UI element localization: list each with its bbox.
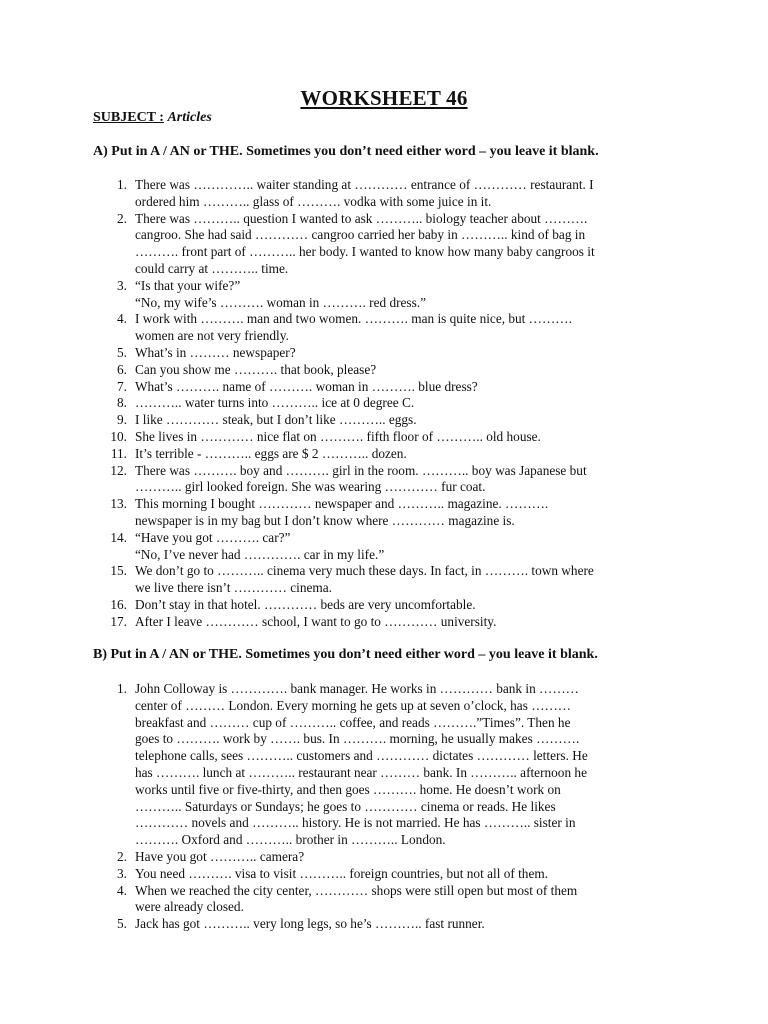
subject-label: SUBJECT :: [93, 110, 164, 125]
item-text-line: We don’t go to ……….. cinema very much these days. In fact, in ………. town where: [135, 563, 594, 579]
exercise-item: [93, 681, 683, 849]
exercise-item: [93, 429, 683, 446]
item-text-line: center of ……… London. Every morning he gets up at seven o’clock, has ………: [135, 697, 572, 713]
item-text-line: What’s in ……… newspaper?: [135, 344, 296, 360]
item-number: 9.: [117, 412, 127, 428]
item-number: 3.: [117, 865, 127, 881]
exercise-item: [93, 866, 683, 883]
page-title: WORKSHEET 46: [300, 86, 468, 110]
item-text-line: I work with ………. man and two women. ………. man is quite nice, but ……….: [135, 311, 572, 327]
item-text-line: There was ………….. waiter standing at ………… entrance of ………… restaurant. I: [135, 177, 594, 192]
item-text-line: It’s terrible - ……….. eggs are $ 2 ……….. dozen.: [135, 445, 407, 461]
item-number: 7.: [117, 378, 127, 394]
exercise-item: [93, 614, 683, 631]
exercise-item: [93, 883, 683, 917]
item-number: 15.: [110, 563, 127, 579]
item-text-line: Have you got ……….. camera?: [135, 848, 305, 864]
item-text-line: John Colloway is …………. bank manager. He works in ………… bank in ………: [135, 681, 579, 696]
item-number: 4.: [117, 882, 127, 898]
exercise-item: [93, 597, 683, 614]
item-number: 5.: [117, 916, 127, 932]
item-number: 17.: [110, 613, 127, 629]
item-text-line: telephone calls, sees ……….. customers and ………… dictates ………… letters. He: [135, 748, 588, 764]
item-text-line: There was ………. boy and ………. girl in the room. ……….. boy was Japanese but: [135, 462, 587, 478]
item-text-line: cangroo. She had said ………… cangroo carried her baby in ……….. kind of bag in: [135, 227, 586, 243]
exercise-item: [93, 849, 683, 866]
exercise-item: [93, 177, 683, 211]
item-number: 4.: [117, 311, 127, 327]
item-text-line: newspaper is in my bag but I don’t know where ………… magazine is.: [135, 512, 515, 528]
item-text-line: You need ………. visa to visit ……….. foreign countries, but not all of them.: [135, 865, 549, 881]
item-text-line: Jack has got ……….. very long legs, so he’s ……….. fast runner.: [135, 916, 485, 932]
item-number: 1.: [117, 177, 127, 192]
item-number: 2.: [117, 848, 127, 864]
item-text-line: ……….. Saturdays or Sundays; he goes to ………… cinema or reads. He likes: [135, 798, 556, 814]
item-text-line: ………. Oxford and ……….. brother in ……….. London.: [135, 832, 446, 848]
item-text-line: When we reached the city center, ………… shops were still open but most of them: [135, 882, 578, 898]
item-text-line: She lives in ………… nice flat on ………. fifth floor of ……….. old house.: [135, 428, 541, 444]
item-text-line: goes to ………. work by ……. bus. In ………. morning, he usually makes ……….: [135, 731, 580, 747]
item-text-line: women are not very friendly.: [135, 328, 289, 344]
exercise-item: [93, 463, 683, 497]
item-number: 11.: [110, 445, 127, 461]
item-text-line: What’s ………. name of ………. woman in ………. blue dress?: [135, 378, 478, 394]
item-text-line: “No, I’ve never had …………. car in my life.”: [135, 546, 385, 562]
item-text-line: “Is that your wife?”: [135, 277, 241, 293]
exercise-item: [93, 278, 683, 312]
item-number: 16.: [110, 596, 127, 612]
item-text-line: ……….. girl looked foreign. She was wearing ………… fur coat.: [135, 479, 486, 495]
item-text-line: After I leave ………… school, I want to go to ………… university.: [135, 613, 497, 629]
exercise-item: [93, 530, 683, 564]
item-number: 6.: [117, 361, 127, 377]
item-number: 3.: [117, 277, 127, 293]
item-text-line: There was ……….. question I wanted to ask ……….. biology teacher about ……….: [135, 210, 588, 226]
exercise-item: [93, 395, 683, 412]
item-number: 8.: [117, 395, 127, 411]
item-text-line: ………… novels and ……….. history. He is not married. He has ……….. sister in: [135, 815, 576, 831]
item-number: 1.: [117, 681, 127, 696]
item-text-line: ………. front part of ……….. her body. I wanted to know how many baby cangroos it: [135, 244, 595, 260]
item-number: 5.: [117, 344, 127, 360]
item-text-line: ordered him ……….. glass of ………. vodka with some juice in it.: [135, 193, 492, 209]
exercise-item: [93, 563, 683, 597]
item-number: 14.: [110, 529, 127, 545]
subject-line: [93, 110, 212, 126]
exercise-item: [93, 379, 683, 396]
item-text-line: This morning I bought ………… newspaper and ……….. magazine. ……….: [135, 496, 549, 512]
item-text-line: Can you show me ………. that book, please?: [135, 361, 377, 377]
exercise-item: [93, 496, 683, 530]
section-b-list: [93, 681, 683, 933]
item-text-line: I like ………… steak, but I don’t like ……….. eggs.: [135, 412, 417, 428]
exercise-item: [93, 211, 683, 278]
item-text-line: works until five or five-thirty, and then goes ………. home. He doesn’t work on: [135, 781, 561, 797]
item-text-line: were already closed.: [135, 899, 244, 915]
exercise-item: [93, 446, 683, 463]
item-number: 12.: [110, 462, 127, 478]
item-text-line: Don’t stay in that hotel. ………… beds are very uncomfortable.: [135, 596, 476, 612]
item-text-line: we live there isn’t ………… cinema.: [135, 580, 332, 596]
exercise-item: [93, 412, 683, 429]
item-number: 13.: [110, 496, 127, 512]
item-text-line: “No, my wife’s ………. woman in ………. red dress.”: [135, 294, 427, 310]
exercise-item: [93, 345, 683, 362]
item-text-line: ……….. water turns into ……….. ice at 0 degree C.: [135, 395, 415, 411]
exercise-item: [93, 916, 683, 933]
item-text-line: breakfast and ……… cup of ……….. coffee, and reads ……….”Times”. Then he: [135, 714, 571, 730]
exercise-item: [93, 311, 683, 345]
item-text-line: could carry at ……….. time.: [135, 260, 289, 276]
section-b-heading: B) Put in A / AN or THE. Sometimes you don’t need either word – you leave it blank.: [93, 647, 598, 662]
exercise-item: [93, 362, 683, 379]
section-a-list: [93, 177, 683, 631]
item-text-line: “Have you got ………. car?”: [135, 529, 291, 545]
item-number: 10.: [110, 428, 127, 444]
item-text-line: has ………. lunch at ……….. restaurant near ……… bank. In ……….. afternoon he: [135, 764, 587, 780]
section-a-heading: A) Put in A / AN or THE. Sometimes you don’t need either word – you leave it blank.: [93, 144, 599, 159]
item-number: 2.: [117, 210, 127, 226]
subject-value: Articles: [167, 110, 212, 125]
